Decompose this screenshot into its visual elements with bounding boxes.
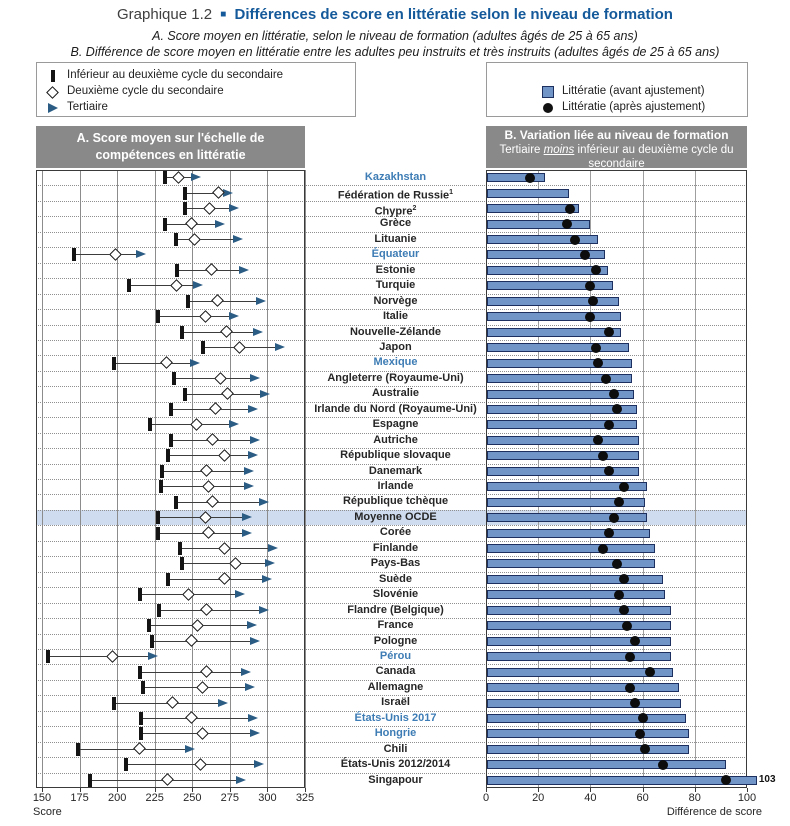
adjusted-difference-dot [622, 621, 632, 631]
difference-bar [487, 328, 621, 337]
score-range-line [152, 641, 254, 642]
below-upper-secondary-marker [180, 557, 184, 570]
country-label: Finlande [372, 541, 419, 554]
below-upper-secondary-marker [163, 218, 167, 231]
tertiary-marker [250, 637, 260, 645]
tertiary-marker [248, 405, 258, 413]
below-upper-secondary-marker [127, 279, 131, 292]
below-upper-secondary-marker [169, 434, 173, 447]
panel-b-axis-label: Différence de score [666, 806, 762, 818]
difference-bar [487, 189, 569, 198]
country-label: Chili [383, 742, 408, 755]
tertiary-marker [241, 668, 251, 676]
adjusted-difference-dot [598, 544, 608, 554]
tertiary-marker [259, 606, 269, 614]
tertiary-marker [193, 281, 203, 289]
below-upper-secondary-marker [156, 310, 160, 323]
score-range-line [168, 579, 266, 580]
below-upper-secondary-marker [183, 187, 187, 200]
legend-label: Inférieur au deuxième cycle du secondaire [67, 69, 284, 81]
country-label: Irlande [377, 480, 414, 492]
below-upper-secondary-marker [139, 712, 143, 725]
country-label: Italie [382, 310, 409, 323]
adjusted-difference-dot [614, 590, 624, 600]
score-range-line [182, 563, 269, 564]
below-upper-secondary-marker [183, 202, 187, 215]
below-upper-secondary-marker [112, 357, 116, 370]
country-label: Canada [375, 665, 416, 678]
difference-bar [487, 235, 598, 244]
tertiary-marker [229, 312, 239, 320]
country-label: Kazakhstan [364, 171, 427, 183]
legend-label: Tertiaire [67, 101, 108, 113]
difference-bar [487, 312, 621, 321]
below-upper-secondary-marker [160, 465, 164, 478]
tertiary-marker [236, 776, 246, 784]
below-upper-secondary-marker [186, 295, 190, 308]
country-label: Pérou [379, 649, 412, 662]
country-label: Singapour [368, 773, 423, 786]
tertiary-marker [262, 575, 272, 583]
difference-bar [487, 637, 671, 646]
country-label: Flandre (Belgique) [347, 603, 444, 616]
difference-bar [487, 266, 608, 275]
score-range-line [188, 301, 260, 302]
difference-bar [487, 776, 757, 785]
adjusted-difference-dot [591, 343, 601, 353]
panel-a-axis-label: Score [33, 806, 62, 818]
country-label: France [377, 619, 414, 632]
panel-a-axis-tick-label: 250 [183, 792, 202, 804]
difference-bar [487, 436, 639, 445]
difference-bar [487, 699, 681, 708]
country-label: Pologne [373, 634, 418, 647]
tertiary-marker [229, 420, 239, 428]
score-range-line [129, 285, 197, 286]
below-upper-secondary-marker [124, 758, 128, 771]
difference-bar [487, 513, 647, 522]
below-upper-secondary-marker [166, 573, 170, 586]
below-upper-secondary-marker [147, 619, 151, 632]
difference-bar [487, 420, 637, 429]
panel-b-axis-tick-label: 20 [532, 792, 545, 804]
tertiary-marker [190, 359, 200, 367]
adjusted-difference-dot [604, 528, 614, 538]
country-label: République slovaque [340, 449, 451, 462]
tertiary-marker [239, 266, 249, 274]
adjusted-difference-dot [604, 420, 614, 430]
country-label: Norvège [373, 294, 418, 307]
difference-bar [487, 621, 671, 630]
below-upper-secondary-marker [46, 650, 50, 663]
footnote-marker: 2 [412, 204, 417, 212]
panel-a-axis-tick-label: 225 [145, 792, 164, 804]
below-upper-secondary-marker [138, 588, 142, 601]
panel-b-header-line1: B. Variation liée au niveau de formation [504, 128, 729, 142]
panel-b-header-line2-post: inférieur au deuxième cycle du secondaire [574, 143, 734, 170]
difference-bar [487, 220, 590, 229]
tertiary-marker [229, 204, 239, 212]
difference-value-label: 103 [758, 773, 776, 785]
subtitle-panel-a: A. Score moyen en littératie, selon le niveau de formation (adultes âgés de 25 à 65 ans) [152, 29, 638, 43]
country-label: Lituanie [374, 232, 417, 245]
tertiary-marker [259, 498, 269, 506]
panel-a-gridline [305, 170, 306, 788]
panel-a-header-text: A. Score moyen sur l'échelle de compétences en littératie [76, 131, 265, 162]
score-range-line [114, 363, 194, 364]
difference-bar [487, 559, 655, 568]
below-upper-secondary-marker [76, 743, 80, 756]
panel-a-axis-tick-label: 275 [220, 792, 240, 804]
score-range-line [176, 239, 238, 240]
below-upper-secondary-marker [112, 697, 116, 710]
legend-label: Littératie (avant ajustement) [562, 85, 705, 97]
adjusted-difference-dot [609, 513, 619, 523]
score-range-line [140, 672, 245, 673]
tertiary-marker [244, 467, 254, 475]
tertiary-marker [260, 390, 270, 398]
tertiary-marker [265, 559, 275, 567]
adjusted-difference-dot [565, 204, 575, 214]
country-label: Pays-Bas [370, 557, 421, 570]
below-upper-secondary-marker [159, 480, 163, 493]
panel-a-axis-tick-label: 300 [258, 792, 277, 804]
tertiary-marker [250, 729, 260, 737]
country-label: Corée [379, 526, 412, 539]
country-label: États-Unis 2017 [354, 711, 437, 724]
tertiary-marker [244, 482, 254, 490]
difference-bar [487, 683, 679, 692]
country-label: Équateur [371, 248, 420, 261]
title-text: Différences de score en littératie selon le niveau de formation [234, 6, 673, 23]
title-prefix: Graphique 1.2 [117, 6, 213, 23]
country-label: République tchèque [342, 495, 449, 508]
difference-bar [487, 343, 629, 352]
adjusted-difference-dot [635, 729, 645, 739]
adjusted-difference-dot [625, 683, 635, 693]
title-bullet-icon: ■ [220, 9, 227, 20]
difference-bar [487, 467, 639, 476]
difference-bar [487, 729, 689, 738]
adjusted-difference-dot [604, 466, 614, 476]
country-label: Danemark [368, 464, 423, 477]
below-upper-secondary-marker [174, 233, 178, 246]
difference-bar [487, 544, 655, 553]
country-label: Australie [371, 387, 420, 400]
panel-b-axis-tick-label: 0 [482, 792, 490, 804]
footnote-marker: 1 [449, 189, 454, 197]
panel-b-axis-tick-label: 100 [737, 792, 757, 804]
adjusted-difference-dot [609, 389, 619, 399]
below-upper-secondary-marker [148, 418, 152, 431]
country-label: Fédération de Russie$^1$ [337, 189, 454, 203]
country-label: Irlande du Nord (Royaume-Uni) [314, 402, 477, 415]
below-upper-secondary-marker [72, 248, 76, 261]
below-upper-secondary-marker [172, 372, 176, 385]
tertiary-marker [250, 436, 260, 444]
adjusted-difference-dot [630, 636, 640, 646]
tertiary-marker [245, 683, 255, 691]
panel-b-axis-tick-label: 60 [636, 792, 649, 804]
tertiary-marker [256, 297, 266, 305]
difference-bar [487, 451, 639, 460]
tertiary-marker [191, 173, 201, 181]
difference-bar [487, 529, 650, 538]
adjusted-difference-dot [612, 559, 622, 569]
below-upper-secondary-marker [156, 511, 160, 524]
adjusted-difference-dot [601, 374, 611, 384]
adjusted-difference-dot [630, 698, 640, 708]
country-label: Suède [378, 572, 412, 585]
tertiary-marker [268, 544, 278, 552]
difference-bar [487, 760, 726, 769]
score-range-line [74, 254, 140, 255]
panel-b-axis-tick-label: 80 [688, 792, 701, 804]
adjusted-difference-dot [612, 404, 622, 414]
difference-bar [487, 606, 671, 615]
below-upper-secondary-marker [183, 388, 187, 401]
tertiary-marker [185, 745, 195, 753]
below-upper-secondary-marker [178, 542, 182, 555]
below-upper-secondary-marker [169, 403, 173, 416]
tertiary-marker [247, 621, 257, 629]
below-upper-secondary-marker [201, 341, 205, 354]
panel-b-plot-border [486, 170, 747, 788]
difference-bar [487, 590, 665, 599]
score-range-line [48, 656, 152, 657]
tertiary-marker [242, 529, 252, 537]
country-label: Allemagne [367, 680, 424, 693]
legend-label: Littératie (après ajustement) [562, 101, 706, 113]
tertiary-marker [248, 714, 258, 722]
below-upper-secondary-marker [88, 774, 92, 787]
below-upper-secondary-marker [180, 326, 184, 339]
panel-a-axis-tick-label: 200 [107, 792, 127, 804]
tertiary-marker [148, 652, 158, 660]
panel-b-axis-tick-label: 40 [584, 792, 597, 804]
country-label: Espagne [372, 418, 419, 431]
panel-a-axis-tick-label: 150 [32, 792, 52, 804]
below-upper-secondary-marker [163, 171, 167, 184]
difference-bar [487, 745, 689, 754]
below-upper-secondary-marker [150, 635, 154, 648]
tertiary-marker [235, 590, 245, 598]
tertiary-marker [248, 451, 258, 459]
legend-label: Deuxième cycle du secondaire [67, 85, 224, 97]
difference-bar [487, 575, 663, 584]
adjusted-difference-dot [625, 652, 635, 662]
subtitle-panel-b: B. Différence de score moyen en littératie entre les adultes peu instruits et très instruits (adultes âgés de 25 à 65 ans) [70, 45, 720, 59]
country-label: Hongrie [374, 727, 417, 740]
score-range-line [158, 316, 233, 317]
panel-a-plot-border [36, 170, 305, 788]
difference-bar [487, 173, 545, 182]
score-range-line [126, 764, 258, 765]
score-range-line [176, 502, 263, 503]
country-label: Moyenne OCDE [354, 510, 437, 523]
difference-bar [487, 297, 619, 306]
tertiary-marker [253, 328, 263, 336]
country-label: Autriche [373, 433, 418, 446]
below-upper-secondary-marker [138, 666, 142, 679]
below-upper-secondary-marker [157, 604, 161, 617]
country-label: Mexique [373, 356, 418, 369]
country-label: États-Unis 2012/2014 [340, 758, 451, 771]
below-upper-secondary-marker [141, 681, 145, 694]
below-upper-secondary-marker [139, 727, 143, 740]
tertiary-marker [218, 699, 228, 707]
panel-b-header-line2-em: moins [543, 143, 575, 156]
country-label: Estonie [375, 263, 416, 276]
difference-bar [487, 714, 686, 723]
adjusted-difference-dot [562, 219, 572, 229]
country-label: Slovénie [372, 588, 419, 601]
tertiary-marker [250, 374, 260, 382]
tertiary-marker [242, 513, 252, 521]
country-label: Grèce [379, 217, 412, 230]
panel-a-axis-tick-label: 325 [295, 792, 315, 804]
below-upper-secondary-marker [174, 496, 178, 509]
country-label: Nouvelle-Zélande [349, 325, 442, 338]
below-upper-secondary-marker [166, 449, 170, 462]
tertiary-marker [254, 760, 264, 768]
country-label: Japon [379, 340, 412, 353]
below-upper-secondary-marker [175, 264, 179, 277]
difference-bar [487, 652, 671, 661]
below-upper-secondary-marker [156, 527, 160, 540]
score-range-line [182, 332, 257, 333]
score-range-line [168, 455, 252, 456]
difference-bar [487, 359, 632, 368]
country-label: Turquie [375, 279, 416, 292]
tertiary-marker [233, 235, 243, 243]
country-label: Angleterre (Royaume-Uni) [327, 371, 464, 384]
adjusted-difference-dot [570, 235, 580, 245]
panel-b-header-line2-pre: Tertiaire [499, 143, 544, 156]
adjusted-difference-dot [604, 327, 614, 337]
tertiary-marker [136, 250, 146, 258]
panel-a-axis-tick-label: 175 [70, 792, 89, 804]
country-label: Israël [381, 696, 410, 709]
tertiary-marker [275, 343, 285, 351]
tertiary-marker [215, 220, 225, 228]
country-label: Chypre$^2$ [374, 204, 417, 218]
